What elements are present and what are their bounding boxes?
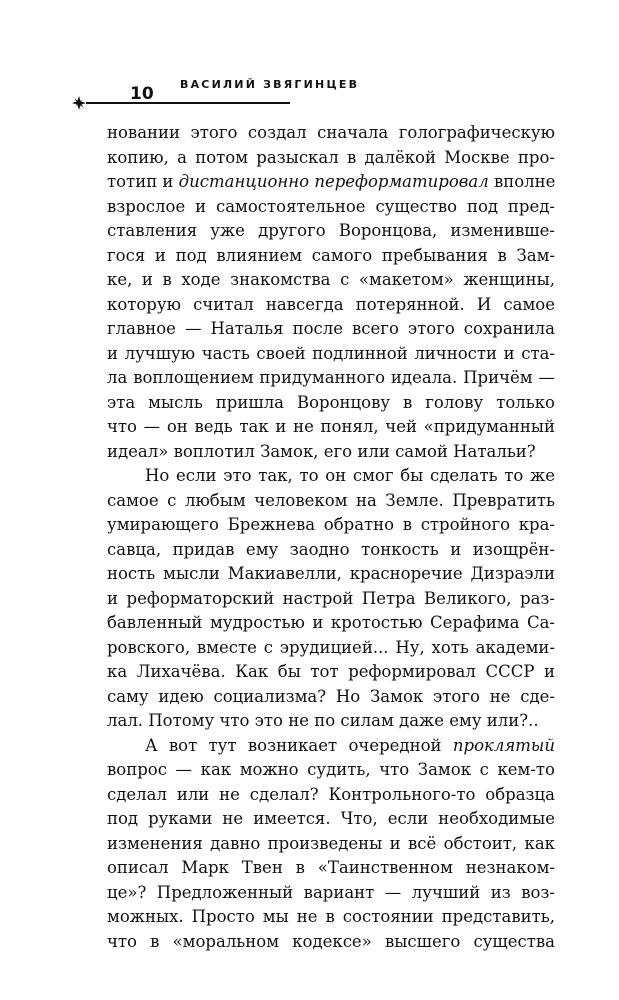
star-ornament-icon [72,96,86,110]
page-number: 10 [130,84,154,104]
text-line [107,366,555,391]
text-line [107,758,555,783]
text-line [107,391,555,416]
text-run: А вот тут возникает очередной [145,735,453,755]
text-line [107,709,555,734]
text-line [107,611,555,636]
text-line [107,930,555,955]
text-run: ла воплощением придуманного идеала. Причём — [107,368,555,387]
text-line [107,219,555,244]
text-line [107,489,555,514]
text-run: эта мысль пришла Воронцову в голову только [107,392,555,412]
text-line [107,587,555,612]
body-text [107,121,555,954]
text-line [107,881,555,906]
text-run: ность мысли Макиавелли, красноречие Дизраэли [107,564,555,583]
text-run: це»? Предложенный вариант — лучший из воз- [107,882,555,902]
text-line [107,342,555,367]
text-run: тотип и [107,172,179,191]
text-line [107,905,555,930]
text-run: сделал или не сделал? Контрольного-то образца [107,784,555,804]
text-run: вопрос — как можно судить, что Замок с кем-то [107,760,555,779]
text-run: ровского, вместе с эрудицией... Ну, хоть академи- [107,637,555,657]
text-line [107,734,555,759]
text-run: саму идею социализма? Но Замок этого не сде- [107,686,555,706]
text-run: умирающего Брежнева обратно в стройного кра- [107,515,555,534]
text-run: гося и под влиянием самого пребывания в Зам- [107,245,555,265]
text-line [107,636,555,661]
text-run: взрослое и самостоятельное существо под пред- [107,196,555,216]
text-line [107,464,555,489]
text-line [107,513,555,538]
text-line [107,121,555,146]
header-rule [86,102,290,104]
text-line [107,268,555,293]
text-line [107,807,555,832]
text-line [107,244,555,269]
text-run: копию, а потом разыскал в далёкой Москве про- [107,147,555,167]
text-run: и лучшую часть своей подлинной личности и ста- [107,343,555,363]
text-run: под руками не имеется. Что, если необходимые [107,809,555,828]
text-run: савца, придав ему заодно тонкость и изощрён- [107,539,555,559]
text-run: и реформаторский настрой Петра Великого, раз- [107,588,555,608]
text-line [107,832,555,857]
text-run: самое с любым человеком на Земле. Превратить [107,490,555,510]
text-line [107,170,555,195]
italic-text: проклятый [452,735,555,755]
text-line [107,317,555,342]
text-run: Но если это так, то он смог бы сделать то же [145,466,555,485]
text-run: описал Марк Твен в «Таинственном незнаком- [107,858,555,877]
text-run: что — он ведь так и не понял, чей «придуманный [107,417,555,436]
text-run: лал. Потому что это не по силам даже ему или?.. [107,711,539,730]
text-run: ке, и в ходе знакомства с «макетом» женщины, [107,270,555,289]
text-run: новании этого создал сначала голографическую [107,123,555,142]
text-run: идеал» воплотил Замок, его или самой Натальи? [107,441,536,461]
text-run: ставления уже другого Воронцова, изменивше- [107,221,555,240]
text-line [107,685,555,710]
text-line [107,195,555,220]
text-line [107,660,555,685]
text-line [107,293,555,318]
text-line [107,856,555,881]
author-name: ВАСИЛИЙ ЗВЯГИНЦЕВ [180,78,360,91]
text-line [107,562,555,587]
text-run: ка Лихачёва. Как бы тот реформировал СССР и [107,662,555,681]
text-line [107,538,555,563]
text-line [107,783,555,808]
text-run: бавленный мудростью и кротостью Серафима Са- [107,613,555,632]
text-run: изменения давно произведены и всё обстоит, как [107,833,555,853]
text-line [107,415,555,440]
text-run: главное — Наталья после всего этого сохранила [107,319,555,338]
running-header [0,0,619,110]
text-run: которую считал навсегда потерянной. И самое [107,294,555,314]
text-run: вполне [488,172,556,191]
text-line [107,440,555,465]
text-run: что в «моральном кодексе» высшего существа [107,931,555,951]
text-run: можных. Просто мы не в состоянии представить, [107,907,555,926]
text-line [107,146,555,171]
italic-text: дистанционно переформатировал [178,172,489,191]
